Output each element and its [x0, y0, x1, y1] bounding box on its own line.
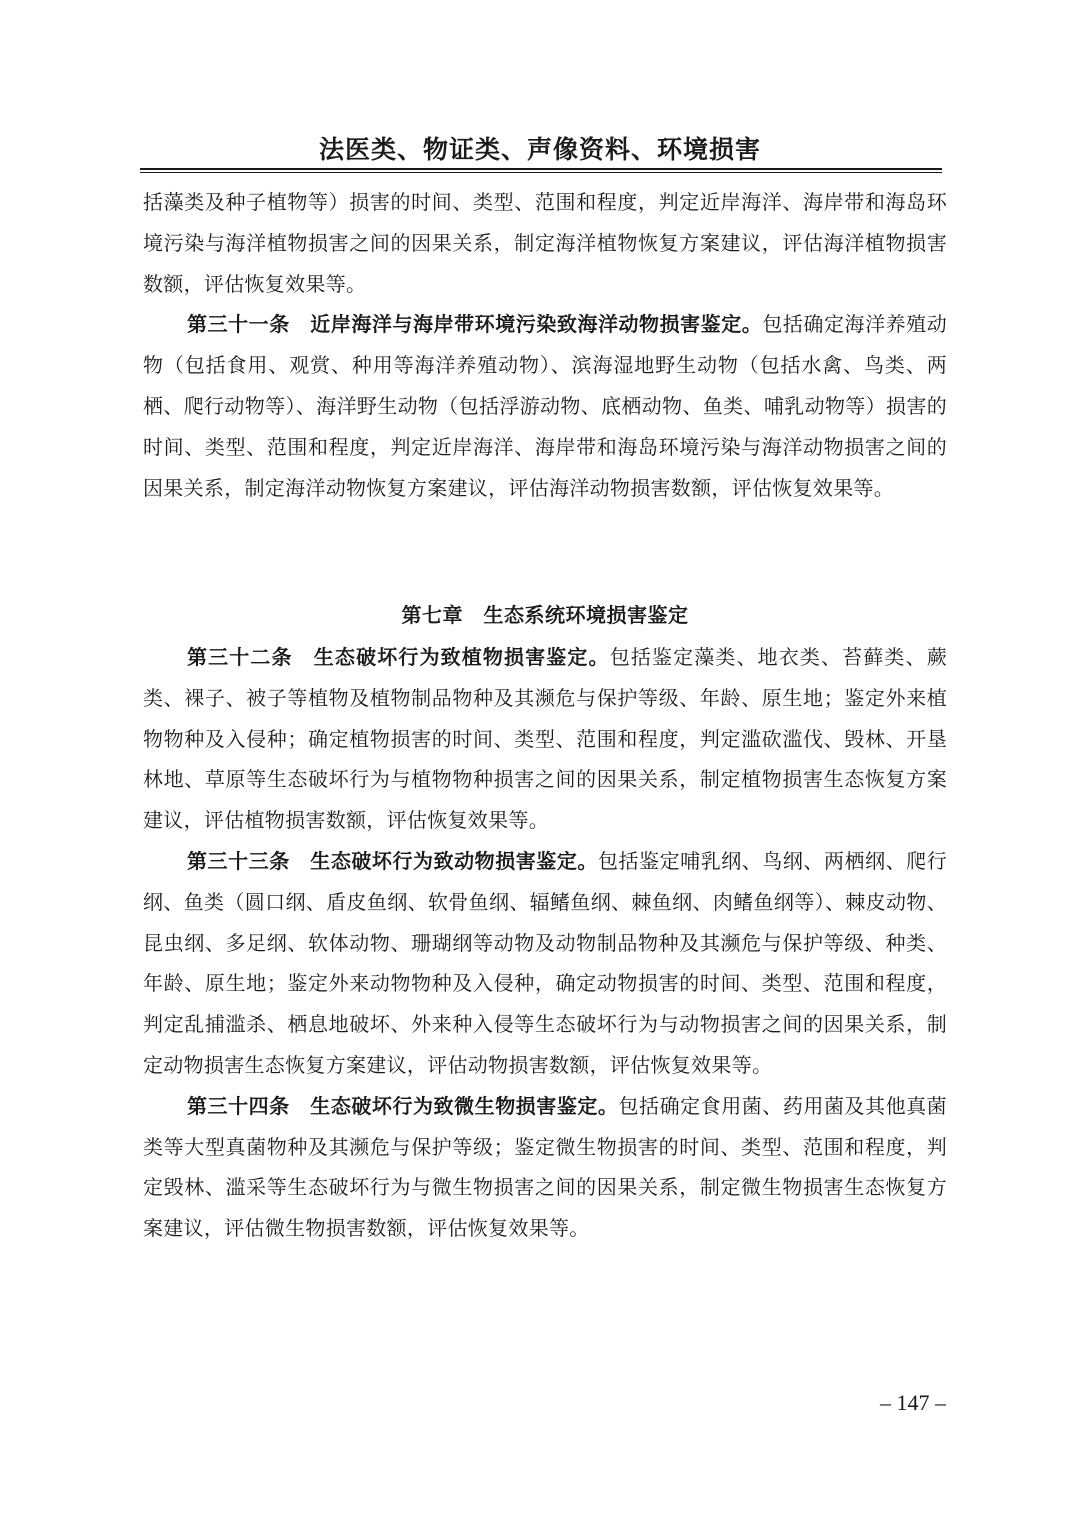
section-lower: [143, 637, 947, 1249]
header-rule-thick: [140, 168, 942, 170]
article-31-paragraph: [143, 304, 947, 508]
article-34-text: 包括确定食用菌、药用菌及其他真菌类等大型真菌物种及其濒危与保护等级；鉴定微生物损害的时间、类型、范围和程度，判定毁林、滥采等生态破坏行为与微生物损害之间的因果关系，制定微生物损害生态恢复方案建议，评估微生物损害数额，评估恢复效果等。: [143, 1093, 947, 1241]
article-33-paragraph: [143, 841, 947, 1086]
header-rule-thin: [140, 172, 942, 173]
article-34-heading: 第三十四条 生态破坏行为致微生物损害鉴定。: [187, 1093, 619, 1118]
section-upper: [143, 182, 947, 508]
article-33-text: 包括鉴定哺乳纲、鸟纲、两栖纲、爬行纲、鱼类（圆口纲、盾皮鱼纲、软骨鱼纲、辐鳍鱼纲、棘鱼纲、肉鳍鱼纲等）、棘皮动物、昆虫纲、多足纲、软体动物、珊瑚纲等动物及动物制品物种及其濒危与保护等级、种类、年龄、原生地；鉴定外来动物物种及入侵种，确定动物损害的时间、类型、范围和程度，判定乱捕滥杀、栖息地破坏、外来种入侵等生态破坏行为与动物损害之间的因果关系，制定动物损害生态恢复方案建议，评估动物损害数额，评估恢复效果等。: [143, 848, 948, 1077]
article-33-heading: 第三十三条 生态破坏行为致动物损害鉴定。: [187, 848, 598, 873]
chapter-7-title: 第七章 生态系统环境损害鉴定: [401, 603, 689, 627]
article-31-text: 包括确定海洋养殖动物（包括食用、观赏、种用等海洋养殖动物）、滨海湿地野生动物（包括水禽、鸟类、两栖、爬行动物等）、海洋野生动物（包括浮游动物、底栖动物、鱼类、哺乳动物等）损害的时间、类型、范围和程度，判定近岸海洋、海岸带和海岛环境污染与海洋动物损害之间的因果关系，制定海洋动物恢复方案建议，评估海洋动物损害数额，评估恢复效果等。: [143, 312, 948, 500]
running-header-title: 法医类、物证类、声像资料、环境损害: [318, 135, 761, 164]
article-32-text: 包括鉴定藻类、地衣类、苔藓类、蕨类、裸子、被子等植物及植物制品物种及其濒危与保护等级、年龄、原生地；鉴定外来植物物种及入侵种；确定植物损害的时间、类型、范围和程度，判定滥砍滥伐、毁林、开垦林地、草原等生态破坏行为与植物物种损害之间的因果关系，制定植物损害生态恢复方案建议，评估植物损害数额，评估恢复效果等。: [143, 645, 947, 833]
article-32-heading: 第三十二条 生态破坏行为致植物损害鉴定。: [187, 645, 610, 669]
article-32-paragraph: [143, 637, 947, 841]
article-34-paragraph: [143, 1086, 947, 1249]
article-31-heading: 第三十一条 近岸海洋与海岸带环境污染致海洋动物损害鉴定。: [187, 312, 763, 337]
page-number: – 147 –: [880, 1390, 946, 1415]
continuation-paragraph: 括藻类及种子植物等）损害的时间、类型、范围和程度，判定近岸海洋、海岸带和海岛环境污染与海洋植物损害之间的因果关系，制定海洋植物恢复方案建议，评估海洋植物损害数额，评估恢复效果等。: [143, 190, 947, 296]
